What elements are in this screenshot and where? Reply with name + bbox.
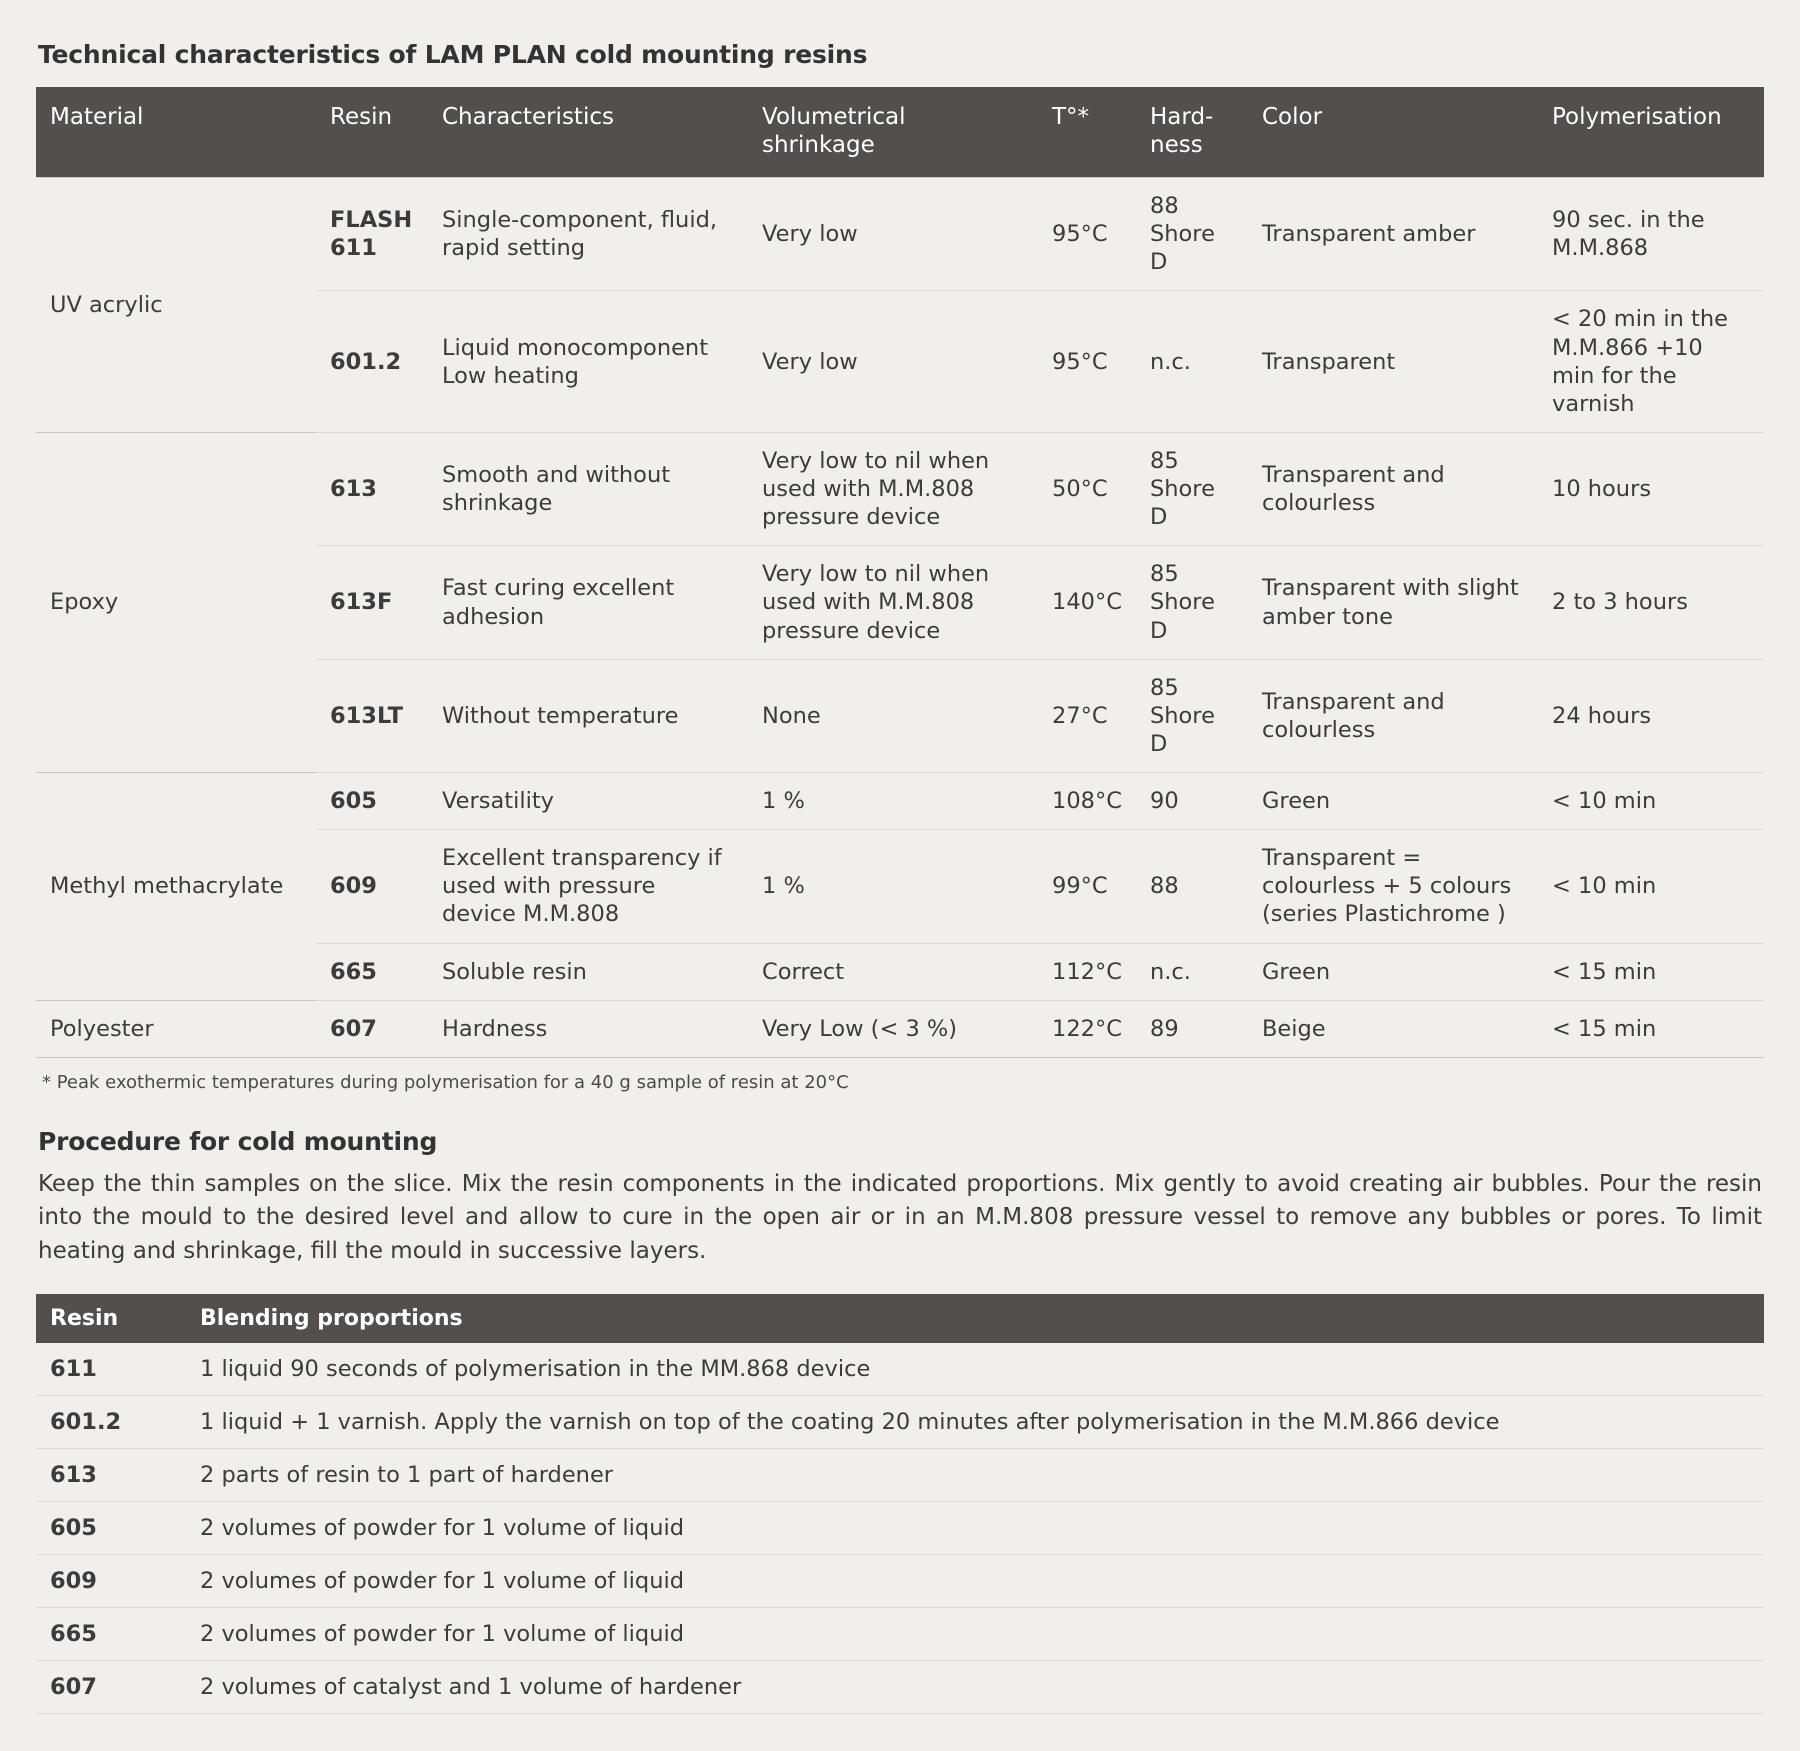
- cell-proportions: 2 parts of resin to 1 part of hardener: [186, 1448, 1764, 1501]
- technical-characteristics-table: [36, 87, 1764, 1058]
- cell-hardness: n.c.: [1136, 291, 1248, 433]
- cell-shrinkage: Very low to nil when used with M.M.808 pressure device: [748, 546, 1038, 659]
- table-row: [36, 1554, 1764, 1607]
- cell-proportions: 1 liquid + 1 varnish. Apply the varnish on top of the coating 20 minutes after polymerisation in the M.M.866 device: [186, 1395, 1764, 1448]
- cell-color: Transparent amber: [1248, 178, 1538, 291]
- column-header-volumetrical-shrinkage: Volumetrical shrinkage: [748, 87, 1038, 178]
- cell-polymerisation: < 10 min: [1538, 773, 1764, 830]
- table-header-row: [36, 87, 1764, 178]
- cell-material: Epoxy: [36, 432, 316, 772]
- cell-proportions: 2 volumes of powder for 1 volume of liquid: [186, 1607, 1764, 1660]
- cell-resin: 607: [36, 1660, 186, 1713]
- table-row: [36, 432, 1764, 545]
- cell-shrinkage: Very low: [748, 178, 1038, 291]
- cell-color: Transparent with slight amber tone: [1248, 546, 1538, 659]
- cell-shrinkage: 1 %: [748, 830, 1038, 943]
- cell-hardness: 88 Shore D: [1136, 178, 1248, 291]
- column-header-temperature: T°*: [1038, 87, 1136, 178]
- cell-characteristics: Versatility: [428, 773, 748, 830]
- table-row: [36, 1501, 1764, 1554]
- table-row: [36, 178, 1764, 291]
- cell-shrinkage: Correct: [748, 943, 1038, 1000]
- cell-resin: 601.2: [36, 1395, 186, 1448]
- cell-proportions: 1 liquid 90 seconds of polymerisation in the MM.868 device: [186, 1343, 1764, 1396]
- cell-resin: 607: [316, 1000, 428, 1057]
- cell-hardness: n.c.: [1136, 943, 1248, 1000]
- cell-color: Green: [1248, 773, 1538, 830]
- cell-color: Transparent: [1248, 291, 1538, 433]
- cell-temperature: 27°C: [1038, 659, 1136, 772]
- procedure-title: Procedure for cold mounting: [38, 1126, 438, 1156]
- table-footnote: * Peak exothermic temperatures during polymerisation for a 40 g sample of resin at 20°C: [42, 1071, 849, 1093]
- cell-hardness: 90: [1136, 773, 1248, 830]
- table-header-row: [36, 1294, 1764, 1343]
- table-row: [36, 1343, 1764, 1396]
- cell-material: UV acrylic: [36, 178, 316, 433]
- cell-color: Beige: [1248, 1000, 1538, 1057]
- cell-temperature: 50°C: [1038, 432, 1136, 545]
- cell-temperature: 112°C: [1038, 943, 1136, 1000]
- cell-shrinkage: Very Low (< 3 %): [748, 1000, 1038, 1057]
- cell-resin: 613: [316, 432, 428, 545]
- cell-resin: 601.2: [316, 291, 428, 433]
- cell-resin: 605: [316, 773, 428, 830]
- cell-resin: 613LT: [316, 659, 428, 772]
- column-header-blending-proportions: Blending proportions: [186, 1294, 1764, 1343]
- cell-characteristics: Without temperature: [428, 659, 748, 772]
- table-body: [36, 178, 1764, 1058]
- column-header-material: Material: [36, 87, 316, 178]
- cell-characteristics: Soluble resin: [428, 943, 748, 1000]
- column-header-polymerisation: Polymerisation: [1538, 87, 1764, 178]
- cell-resin: 611: [36, 1343, 186, 1396]
- column-header-hardness: Hard-ness: [1136, 87, 1248, 178]
- cell-temperature: 99°C: [1038, 830, 1136, 943]
- cell-color: Transparent and colourless: [1248, 432, 1538, 545]
- cell-resin: FLASH 611: [316, 178, 428, 291]
- cell-hardness: 88: [1136, 830, 1248, 943]
- cell-material: Polyester: [36, 1000, 316, 1057]
- table-row: [36, 1607, 1764, 1660]
- cell-temperature: 95°C: [1038, 291, 1136, 433]
- cell-proportions: 2 volumes of powder for 1 volume of liquid: [186, 1501, 1764, 1554]
- cell-temperature: 95°C: [1038, 178, 1136, 291]
- cell-hardness: 89: [1136, 1000, 1248, 1057]
- cell-temperature: 122°C: [1038, 1000, 1136, 1057]
- cell-polymerisation: < 15 min: [1538, 1000, 1764, 1057]
- blending-proportions-table: [36, 1294, 1764, 1714]
- cell-polymerisation: < 10 min: [1538, 830, 1764, 943]
- cell-color: Transparent = colourless + 5 colours (series Plastichrome ): [1248, 830, 1538, 943]
- cell-characteristics: Hardness: [428, 1000, 748, 1057]
- cell-hardness: 85 Shore D: [1136, 659, 1248, 772]
- cell-polymerisation: < 20 min in the M.M.866 +10 min for the varnish: [1538, 291, 1764, 433]
- column-header-resin: Resin: [316, 87, 428, 178]
- cell-resin: 665: [316, 943, 428, 1000]
- blending-table-header: [36, 1294, 1764, 1343]
- table-row: [36, 1660, 1764, 1713]
- cell-resin: 609: [36, 1554, 186, 1607]
- cell-shrinkage: 1 %: [748, 773, 1038, 830]
- cell-characteristics: Smooth and without shrinkage: [428, 432, 748, 545]
- cell-characteristics: Single-component, fluid, rapid setting: [428, 178, 748, 291]
- column-header-color: Color: [1248, 87, 1538, 178]
- cell-polymerisation: 24 hours: [1538, 659, 1764, 772]
- cell-polymerisation: 10 hours: [1538, 432, 1764, 545]
- cell-color: Green: [1248, 943, 1538, 1000]
- cell-characteristics: Excellent transparency if used with pressure device M.M.808: [428, 830, 748, 943]
- cell-shrinkage: Very low to nil when used with M.M.808 pressure device: [748, 432, 1038, 545]
- page-title: Technical characteristics of LAM PLAN cold mounting resins: [38, 40, 868, 69]
- cell-characteristics: Liquid monocomponent Low heating: [428, 291, 748, 433]
- cell-proportions: 2 volumes of powder for 1 volume of liquid: [186, 1554, 1764, 1607]
- procedure-paragraph: Keep the thin samples on the slice. Mix the resin components in the indicated proportions. Mix gently to avoid creating air bubbles. Pour the resin into the mould to the desired level and allow to cure in the open air or in an M.M.808 pressure vessel to remove any bubbles or pores. To limit heating and shrinkage, fill the mould in successive layers.: [38, 1170, 1762, 1264]
- cell-polymerisation: < 15 min: [1538, 943, 1764, 1000]
- table-row: [36, 1395, 1764, 1448]
- cell-temperature: 140°C: [1038, 546, 1136, 659]
- cell-resin: 605: [36, 1501, 186, 1554]
- cell-hardness: 85 Shore D: [1136, 546, 1248, 659]
- cell-shrinkage: Very low: [748, 291, 1038, 433]
- cell-resin: 609: [316, 830, 428, 943]
- column-header-resin: Resin: [36, 1294, 186, 1343]
- blending-table-body: [36, 1343, 1764, 1714]
- column-header-characteristics: Characteristics: [428, 87, 748, 178]
- cell-material: Methyl methacrylate: [36, 773, 316, 1001]
- table-row: [36, 1000, 1764, 1057]
- table-header: [36, 87, 1764, 178]
- cell-proportions: 2 volumes of catalyst and 1 volume of hardener: [186, 1660, 1764, 1713]
- cell-color: Transparent and colourless: [1248, 659, 1538, 772]
- cell-polymerisation: 90 sec. in the M.M.868: [1538, 178, 1764, 291]
- cell-resin: 613F: [316, 546, 428, 659]
- cell-shrinkage: None: [748, 659, 1038, 772]
- cell-hardness: 85 Shore D: [1136, 432, 1248, 545]
- cell-resin: 613: [36, 1448, 186, 1501]
- cell-resin: 665: [36, 1607, 186, 1660]
- cell-characteristics: Fast curing excellent adhesion: [428, 546, 748, 659]
- cell-temperature: 108°C: [1038, 773, 1136, 830]
- cell-polymerisation: 2 to 3 hours: [1538, 546, 1764, 659]
- table-row: [36, 773, 1764, 830]
- table-row: [36, 1448, 1764, 1501]
